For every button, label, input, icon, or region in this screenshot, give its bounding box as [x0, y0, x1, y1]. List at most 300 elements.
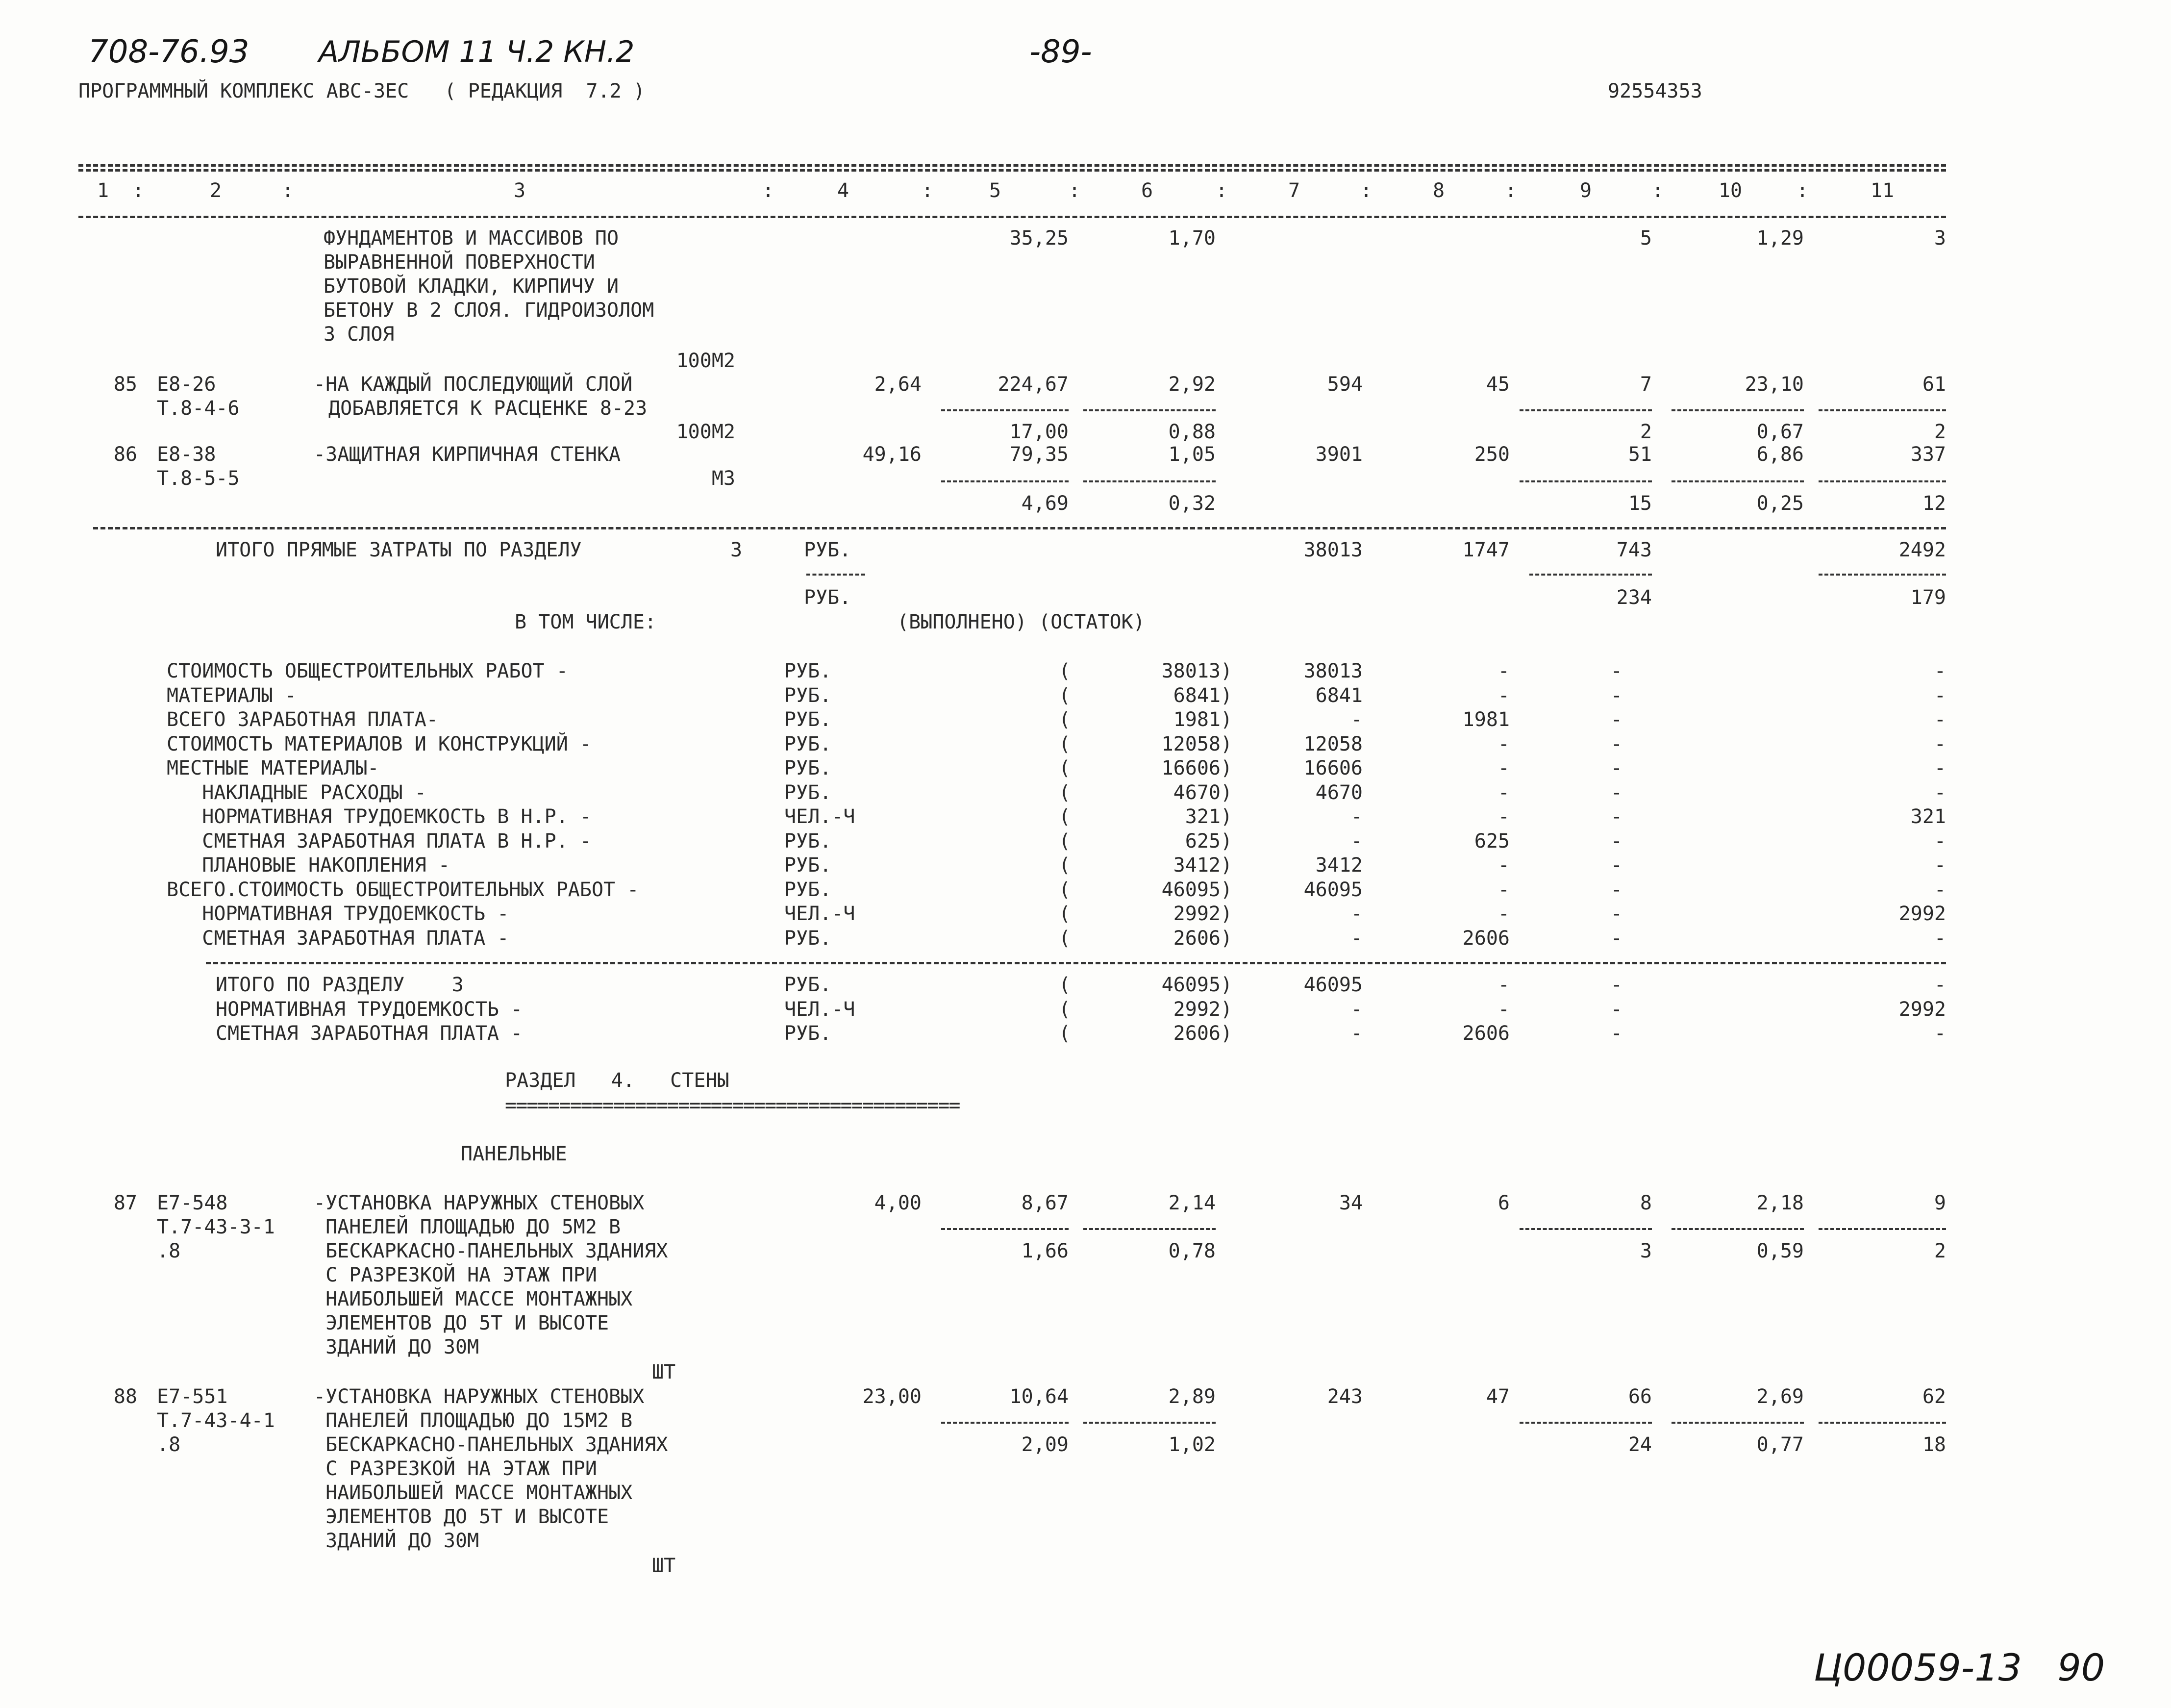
sub-rule — [1819, 1228, 1946, 1230]
totals-rule — [93, 527, 1946, 529]
value-col10: 1,29 — [1756, 227, 1804, 250]
col-sep: : — [1797, 179, 1809, 202]
totals-label: ИТОГО ПРЯМЫЕ ЗАТРАТЫ ПО РАЗДЕЛУ — [216, 539, 582, 561]
paren-value: 16606 — [1161, 757, 1221, 779]
rate-reference: Т.7-43-4-1 — [157, 1409, 275, 1432]
col-header-2: 2 — [209, 179, 222, 202]
paren-open: ( — [1059, 854, 1071, 877]
col-header-5: 5 — [989, 179, 1001, 202]
value-col7: - — [1350, 805, 1363, 828]
value-col9: - — [1610, 805, 1622, 828]
paren-open: ( — [1059, 757, 1071, 779]
value-col11-sub: 2 — [1934, 421, 1946, 443]
value-col6: 2,14 — [1168, 1192, 1216, 1214]
sub-rule — [1819, 574, 1946, 576]
desc-line: -НА КАЖДЫЙ ПОСЛЕДУЮЩИЙ СЛОЙ — [314, 373, 633, 396]
value-col11: 9 — [1934, 1192, 1946, 1214]
value-col7: - — [1350, 903, 1363, 925]
col-header-7: 7 — [1288, 179, 1300, 202]
value-col11-sub: 12 — [1922, 492, 1946, 515]
value-col11-sub: 18 — [1922, 1433, 1946, 1456]
value-col4: 49,16 — [862, 443, 922, 466]
value-col9-sub: 15 — [1628, 492, 1652, 515]
col-sep: : — [762, 179, 774, 202]
paren-close: ) — [1221, 854, 1233, 877]
value-col5: 79,35 — [1009, 443, 1069, 466]
cost-unit: РУБ. — [784, 732, 832, 755]
sub-rule — [1819, 480, 1946, 482]
value-col11: - — [1934, 974, 1946, 996]
paren-value: 38013 — [1161, 660, 1221, 682]
col-sep: : — [922, 179, 934, 202]
sub-rule — [1520, 1228, 1652, 1230]
unit-label: М3 — [711, 467, 735, 490]
sub-rule — [941, 1422, 1069, 1424]
desc-line: -ЗАЩИТНАЯ КИРПИЧНАЯ СТЕНКА — [314, 443, 621, 466]
paren-value: 3412 — [1173, 854, 1221, 877]
value-col9: - — [1610, 732, 1622, 755]
value-col9: 8 — [1640, 1192, 1652, 1214]
paren-open: ( — [1059, 878, 1071, 901]
value-col8: 47 — [1486, 1385, 1510, 1408]
desc-line: ПАНЕЛЕЙ ПЛОЩАДЬЮ ДО 15М2 В — [314, 1409, 633, 1432]
value-col4: 23,00 — [862, 1385, 922, 1408]
value-col7: 594 — [1327, 373, 1363, 396]
value-col7: 3412 — [1315, 854, 1363, 877]
value-col11: 61 — [1922, 373, 1946, 396]
value-col9: - — [1610, 903, 1622, 925]
value-col7: 6841 — [1315, 684, 1363, 707]
desc-line: БУТОВОЙ КЛАДКИ, КИРПИЧУ И — [324, 275, 619, 298]
cost-label: ПЛАНОВЫЕ НАКОПЛЕНИЯ - — [167, 854, 450, 877]
sub-rule — [1819, 1422, 1946, 1424]
value-col8: - — [1497, 781, 1510, 804]
paren-value: 12058 — [1161, 732, 1221, 755]
cost-unit: РУБ. — [784, 781, 832, 804]
value-col6: 1,05 — [1168, 443, 1216, 466]
sub-rule — [1672, 480, 1804, 482]
value-col7: 38013 — [1303, 660, 1363, 682]
desc-line: БЕСКАРКАСНО-ПАНЕЛЬНЫХ ЗДАНИЯХ — [314, 1240, 668, 1262]
paren-open: ( — [1059, 805, 1071, 828]
desc-line: ДОБАВЛЯЕТСЯ К РАСЦЕНКЕ 8-23 — [328, 397, 648, 420]
rate-reference-cont: .8 — [157, 1240, 181, 1262]
value-col9: 743 — [1616, 539, 1652, 561]
sub-rule — [1819, 409, 1946, 411]
value-col8: - — [1497, 684, 1510, 707]
value-col8: - — [1497, 660, 1510, 682]
value-col5: 224,67 — [998, 373, 1069, 396]
cost-label: ВСЕГО.СТОИМОСТЬ ОБЩЕСТРОИТЕЛЬНЫХ РАБОТ - — [167, 878, 639, 901]
value-col6: 2,89 — [1168, 1385, 1216, 1408]
paren-open: ( — [1059, 732, 1071, 755]
value-col9: - — [1610, 757, 1622, 779]
col-sep: : — [1652, 179, 1664, 202]
paren-close: ) — [1221, 878, 1233, 901]
section-totals-rule — [206, 962, 1946, 964]
paren-value: 46095 — [1161, 878, 1221, 901]
value-col9: 5 — [1640, 227, 1652, 250]
cost-label: МЕСТНЫЕ МАТЕРИАЛЫ- — [167, 757, 379, 779]
value-col10: 2,18 — [1756, 1192, 1804, 1214]
paren-value: 625 — [1185, 829, 1221, 853]
cost-unit: РУБ. — [784, 757, 832, 779]
rate-code: Е8-38 — [157, 443, 216, 466]
paren-close: ) — [1221, 805, 1233, 828]
cost-unit: РУБ. — [784, 1022, 832, 1045]
value-col8: - — [1497, 878, 1510, 901]
paren-close: ) — [1221, 927, 1233, 950]
sub-rule — [1083, 1422, 1216, 1424]
cost-label: НОРМАТИВНАЯ ТРУДОЕМКОСТЬ В Н.Р. - — [167, 805, 592, 828]
totals-unit: РУБ. — [804, 539, 851, 561]
paren-value: 2606 — [1173, 1022, 1221, 1045]
value-col8: 250 — [1474, 443, 1510, 466]
desc-line: С РАЗРЕЗКОЙ НА ЭТАЖ ПРИ — [314, 1264, 597, 1286]
value-col11: 2992 — [1898, 903, 1946, 925]
paren-value: 46095 — [1161, 974, 1221, 996]
cost-label: МАТЕРИАЛЫ - — [167, 684, 297, 707]
cost-label: СТОИМОСТЬ МАТЕРИАЛОВ И КОНСТРУКЦИЙ - — [167, 732, 592, 755]
row-number: 85 — [113, 373, 137, 396]
col-header-1: 1 — [97, 179, 109, 202]
rate-reference: Т.8-5-5 — [157, 467, 240, 490]
value-col4: 2,64 — [874, 373, 922, 396]
value-col11: - — [1934, 854, 1946, 877]
cost-unit: РУБ. — [784, 708, 832, 731]
value-col11: - — [1934, 708, 1946, 731]
header-top-rule-2 — [78, 169, 1946, 172]
cost-unit: РУБ. — [784, 854, 832, 877]
cost-unit: РУБ. — [784, 878, 832, 901]
paren-value: 2992 — [1173, 998, 1221, 1021]
value-col10: 6,86 — [1756, 443, 1804, 466]
sub-rule — [806, 574, 865, 576]
value-col9-sub: 2 — [1640, 421, 1652, 443]
value-col11: - — [1934, 829, 1946, 853]
paren-open: ( — [1059, 927, 1071, 950]
desc-line: ЭЛЕМЕНТОВ ДО 5Т И ВЫСОТЕ — [314, 1312, 609, 1334]
value-col9-sub: 3 — [1640, 1240, 1652, 1262]
paren-open: ( — [1059, 684, 1071, 707]
paren-open: ( — [1059, 998, 1071, 1021]
value-col11: - — [1934, 1022, 1946, 1045]
value-col7: - — [1350, 927, 1363, 950]
value-col11: - — [1934, 878, 1946, 901]
value-col9: 51 — [1628, 443, 1652, 466]
value-col9: - — [1610, 684, 1622, 707]
value-col9: - — [1610, 1022, 1622, 1045]
paren-open: ( — [1059, 660, 1071, 682]
value-col10-sub: 0,67 — [1756, 421, 1804, 443]
value-col9: - — [1610, 708, 1622, 731]
value-col11: - — [1934, 732, 1946, 755]
sub-rule — [1520, 480, 1652, 482]
desc-line: ПАНЕЛЕЙ ПЛОЩАДЬЮ ДО 5М2 В — [314, 1216, 621, 1238]
value-col7: - — [1350, 998, 1363, 1021]
sub-rule — [1520, 409, 1652, 411]
handwritten-doc-number: 708-76.93 — [88, 34, 250, 70]
value-col9: - — [1610, 974, 1622, 996]
paren-close: ) — [1221, 974, 1233, 996]
paren-open: ( — [1059, 708, 1071, 731]
paren-close: ) — [1221, 660, 1233, 682]
value-col8: - — [1497, 732, 1510, 755]
row-number: 87 — [113, 1192, 137, 1214]
sub-rule — [1672, 409, 1804, 411]
value-col7: - — [1350, 829, 1363, 853]
value-col9: - — [1610, 854, 1622, 877]
rate-reference: Т.7-43-3-1 — [157, 1216, 275, 1238]
sub-rule — [1672, 1228, 1804, 1230]
header-top-rule — [78, 164, 1946, 167]
value-col11-sub: 2 — [1934, 1240, 1946, 1262]
section-title-underline: ========================================== — [505, 1094, 960, 1117]
value-col10: 2,69 — [1756, 1385, 1804, 1408]
desc-line: -УСТАНОВКА НАРУЖНЫХ СТЕНОВЫХ — [314, 1192, 645, 1214]
desc-line: ЗДАНИЙ ДО 30М — [314, 1530, 479, 1552]
value-col6-sub: 1,02 — [1168, 1433, 1216, 1456]
handwritten-footer-code: Ц00059-13 90 — [1814, 1646, 2105, 1689]
cost-unit: РУБ. — [784, 829, 832, 853]
value-col6-sub: 0,78 — [1168, 1240, 1216, 1262]
value-col11: - — [1934, 927, 1946, 950]
value-col7: 243 — [1327, 1385, 1363, 1408]
col-header-6: 6 — [1141, 179, 1153, 202]
col-header-10: 10 — [1718, 179, 1743, 202]
value-col9: - — [1610, 829, 1622, 853]
paren-value: 4670 — [1173, 781, 1221, 804]
col-header-8: 8 — [1432, 179, 1445, 202]
value-col9: 7 — [1640, 373, 1652, 396]
value-col11-sub: 179 — [1910, 586, 1946, 609]
value-col8: - — [1497, 757, 1510, 779]
desc-line: ФУНДАМЕНТОВ И МАССИВОВ ПО — [324, 227, 619, 250]
cost-unit: ЧЕЛ.-Ч — [784, 998, 855, 1021]
value-col8: - — [1497, 805, 1510, 828]
including-label: В ТОМ ЧИСЛЕ: — [515, 611, 656, 633]
cost-label: НОРМАТИВНАЯ ТРУДОЕМКОСТЬ - — [216, 998, 523, 1021]
subsection-title: ПАНЕЛЬНЫЕ — [461, 1143, 567, 1165]
value-col7: 46095 — [1303, 974, 1363, 996]
value-col11: 3 — [1934, 227, 1946, 250]
value-col8: 6 — [1497, 1192, 1510, 1214]
value-col10: 23,10 — [1745, 373, 1804, 396]
rate-code: Е7-548 — [157, 1192, 228, 1214]
value-col9-sub: 234 — [1616, 586, 1652, 609]
unit-label: ШТ — [652, 1361, 676, 1383]
value-col6: 2,92 — [1168, 373, 1216, 396]
cost-label: СМЕТНАЯ ЗАРАБОТНАЯ ПЛАТА - — [216, 1022, 523, 1045]
value-col5: 10,64 — [1009, 1385, 1069, 1408]
handwritten-album: АЛЬБОМ 11 Ч.2 КН.2 — [319, 35, 635, 69]
paren-open: ( — [1059, 1022, 1071, 1045]
rate-code: Е8-26 — [157, 373, 216, 396]
value-col9: - — [1610, 878, 1622, 901]
program-line: ПРОГРАММНЫЙ КОМПЛЕКС АВС-3ЕС ( РЕДАКЦИЯ 7.2 ) — [78, 80, 645, 102]
col-sep: : — [1216, 179, 1228, 202]
value-col6-sub: 0,88 — [1168, 421, 1216, 443]
col-header-3: 3 — [513, 179, 526, 202]
paren-open: ( — [1059, 829, 1071, 853]
value-col8: - — [1497, 903, 1510, 925]
value-col11: - — [1934, 660, 1946, 682]
value-col5: 35,25 — [1009, 227, 1069, 250]
value-col8: 1747 — [1462, 539, 1510, 561]
value-col8: 2606 — [1462, 927, 1510, 950]
value-col6: 1,70 — [1168, 227, 1216, 250]
rate-code: Е7-551 — [157, 1385, 228, 1408]
sub-rule — [1672, 1422, 1804, 1424]
value-col7: 16606 — [1303, 757, 1363, 779]
cost-unit: РУБ. — [784, 974, 832, 996]
paren-close: ) — [1221, 708, 1233, 731]
paren-open: ( — [1059, 903, 1071, 925]
value-col8: 2606 — [1462, 1022, 1510, 1045]
sub-rule — [941, 409, 1069, 411]
paren-value: 321 — [1185, 805, 1221, 828]
cost-unit: РУБ. — [784, 927, 832, 950]
paren-close: ) — [1221, 903, 1233, 925]
paren-open: ( — [1059, 974, 1071, 996]
col-header-4: 4 — [837, 179, 849, 202]
desc-line: НАИБОЛЬШЕЙ МАССЕ МОНТАЖНЫХ — [314, 1482, 633, 1504]
page-number: -89- — [1029, 34, 1092, 70]
cost-label: НОРМАТИВНАЯ ТРУДОЕМКОСТЬ - — [167, 903, 509, 925]
value-col5-sub: 1,66 — [1021, 1240, 1069, 1262]
value-col9-sub: 24 — [1628, 1433, 1652, 1456]
sub-rule — [941, 1228, 1069, 1230]
value-col10-sub: 0,25 — [1756, 492, 1804, 515]
value-col7: 46095 — [1303, 878, 1363, 901]
cost-label: НАКЛАДНЫЕ РАСХОДЫ - — [167, 781, 426, 804]
value-col9: - — [1610, 660, 1622, 682]
unit-label: 100М2 — [676, 421, 735, 443]
header-bottom-rule — [78, 216, 1946, 218]
col-sep: : — [282, 179, 294, 202]
value-col9: - — [1610, 998, 1622, 1021]
cost-unit: ЧЕЛ.-Ч — [784, 805, 855, 828]
value-col8: - — [1497, 854, 1510, 877]
paren-close: ) — [1221, 998, 1233, 1021]
desc-line: БЕТОНУ В 2 СЛОЯ. ГИДРОИЗОЛОМ — [324, 299, 654, 322]
totals-section: 3 — [730, 539, 743, 561]
value-col9: - — [1610, 781, 1622, 804]
cost-unit: РУБ. — [784, 660, 832, 682]
sub-rule — [1083, 480, 1216, 482]
paren-value: 2992 — [1173, 903, 1221, 925]
cost-unit: РУБ. — [784, 684, 832, 707]
col-sep: : — [1505, 179, 1517, 202]
desc-line: С РАЗРЕЗКОЙ НА ЭТАЖ ПРИ — [314, 1457, 597, 1480]
paren-value: 2606 — [1173, 927, 1221, 950]
unit-label: 100М2 — [676, 350, 735, 372]
value-col8: 45 — [1486, 373, 1510, 396]
col-sep: : — [1069, 179, 1081, 202]
paren-close: ) — [1221, 684, 1233, 707]
value-col7: 38013 — [1303, 539, 1363, 561]
rate-reference: Т.8-4-6 — [157, 397, 240, 420]
value-col11: 2992 — [1898, 998, 1946, 1021]
value-col7: - — [1350, 708, 1363, 731]
done-remain-label: (ВЫПОЛНЕНО) (ОСТАТОК) — [897, 611, 1145, 633]
unit-label: ШТ — [652, 1555, 676, 1577]
value-col5-sub: 4,69 — [1021, 492, 1069, 515]
cost-label: СТОИМОСТЬ ОБЩЕСТРОИТЕЛЬНЫХ РАБОТ - — [167, 660, 568, 682]
desc-line: БЕСКАРКАСНО-ПАНЕЛЬНЫХ ЗДАНИЯХ — [314, 1433, 668, 1456]
value-col10-sub: 0,77 — [1756, 1433, 1804, 1456]
value-col5-sub: 2,09 — [1021, 1433, 1069, 1456]
value-col11: - — [1934, 781, 1946, 804]
value-col11: 2492 — [1898, 539, 1946, 561]
col-sep: : — [1360, 179, 1372, 202]
paren-close: ) — [1221, 757, 1233, 779]
desc-line: ЭЛЕМЕНТОВ ДО 5Т И ВЫСОТЕ — [314, 1506, 609, 1528]
paren-value: 6841 — [1173, 684, 1221, 707]
value-col7: - — [1350, 1022, 1363, 1045]
value-col11: 62 — [1922, 1385, 1946, 1408]
cost-label: СМЕТНАЯ ЗАРАБОТНАЯ ПЛАТА - — [167, 927, 509, 950]
value-col11: - — [1934, 757, 1946, 779]
value-col7: 3901 — [1315, 443, 1363, 466]
value-col4: 4,00 — [874, 1192, 922, 1214]
value-col10-sub: 0,59 — [1756, 1240, 1804, 1262]
desc-line: ЗДАНИЙ ДО 30М — [314, 1336, 479, 1358]
value-col7: 12058 — [1303, 732, 1363, 755]
value-col7: 34 — [1339, 1192, 1363, 1214]
paren-close: ) — [1221, 829, 1233, 853]
value-col6-sub: 0,32 — [1168, 492, 1216, 515]
value-col8: - — [1497, 974, 1510, 996]
desc-line: НАИБОЛЬШЕЙ МАССЕ МОНТАЖНЫХ — [314, 1288, 633, 1310]
paren-close: ) — [1221, 1022, 1233, 1045]
sub-rule — [941, 480, 1069, 482]
paren-open: ( — [1059, 781, 1071, 804]
row-number: 88 — [113, 1385, 137, 1408]
rate-reference-cont: .8 — [157, 1433, 181, 1456]
col-sep: : — [132, 179, 145, 202]
value-col8: - — [1497, 998, 1510, 1021]
paren-value: 1981 — [1173, 708, 1221, 731]
paren-close: ) — [1221, 732, 1233, 755]
desc-line: -УСТАНОВКА НАРУЖНЫХ СТЕНОВЫХ — [314, 1385, 645, 1408]
value-col8: 1981 — [1462, 708, 1510, 731]
sub-rule — [1520, 1422, 1652, 1424]
section-title: РАЗДЕЛ 4. СТЕНЫ — [505, 1069, 729, 1092]
totals-unit-2: РУБ. — [804, 586, 851, 609]
paren-close: ) — [1221, 781, 1233, 804]
desc-line: 3 СЛОЯ — [324, 323, 395, 346]
row-number: 86 — [113, 443, 137, 466]
sub-rule — [1083, 409, 1216, 411]
sub-rule — [1529, 574, 1652, 576]
col-header-11: 11 — [1870, 179, 1895, 202]
value-col5: 8,67 — [1021, 1192, 1069, 1214]
value-col7: 4670 — [1315, 781, 1363, 804]
sub-rule — [1083, 1228, 1216, 1230]
cost-label: СМЕТНАЯ ЗАРАБОТНАЯ ПЛАТА В Н.Р. - — [167, 829, 592, 853]
cost-label: ИТОГО ПО РАЗДЕЛУ 3 — [216, 974, 464, 996]
value-col5-sub: 17,00 — [1009, 421, 1069, 443]
value-col9: 66 — [1628, 1385, 1652, 1408]
cost-unit: ЧЕЛ.-Ч — [784, 903, 855, 925]
value-col11: 321 — [1910, 805, 1946, 828]
col-header-9: 9 — [1579, 179, 1592, 202]
value-col11: 337 — [1910, 443, 1946, 466]
desc-line: ВЫРАВНЕННОЙ ПОВЕРХНОСТИ — [324, 251, 595, 274]
value-col9: - — [1610, 927, 1622, 950]
value-col11: - — [1934, 684, 1946, 707]
